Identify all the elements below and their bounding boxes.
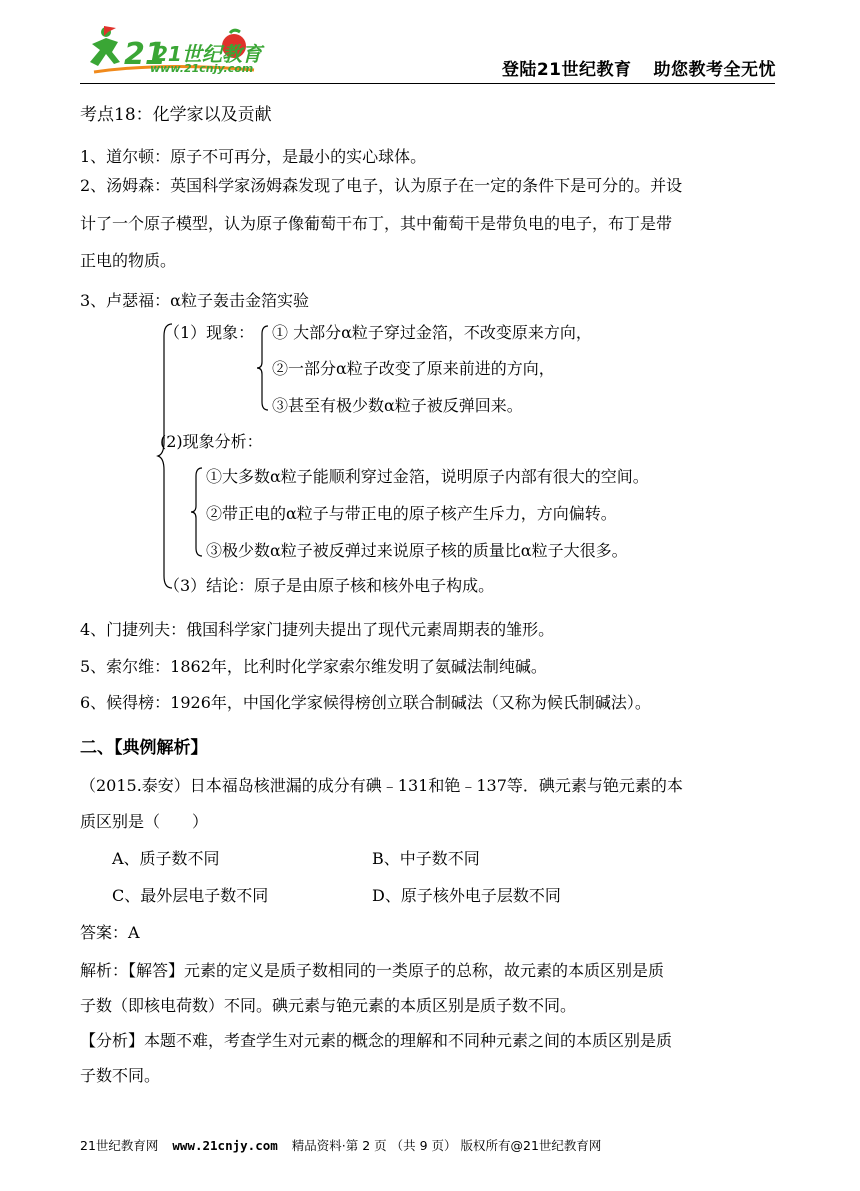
site-logo[interactable] xyxy=(84,22,284,84)
analysis-line2: 子数（即核电荷数）不同。碘元素与铯元素的本质区别是质子数不同。 xyxy=(80,996,577,1015)
phenomenon-2: ②一部分α粒子改变了原来前进的方向， xyxy=(272,359,555,378)
footer-url[interactable]: www.21cnjy.com xyxy=(172,1138,278,1153)
question-line1: （2015.泰安）日本福岛核泄漏的成分有碘﹣131和铯﹣137等．碘元素与铯元素的本 xyxy=(80,776,683,795)
logo-url: www.21cnjy.com xyxy=(150,62,254,75)
topic-title: 考点18：化学家以及贡献 xyxy=(80,105,272,125)
answer: 答案：A xyxy=(80,923,140,942)
question-line2: 质区别是（ ） xyxy=(80,812,209,831)
header-slogan xyxy=(502,55,776,80)
header-motto: 助您教考全无忧 xyxy=(653,60,776,80)
phenomenon-label: （1）现象： xyxy=(164,323,255,342)
item-solvay: 5、索尔维：1862年，比利时化学家索尔维发明了氨碱法制纯碱。 xyxy=(80,657,547,676)
logo-text: 21世纪教育 xyxy=(154,42,262,66)
footer-page-info: 精品资料·第 2 页 （共 9 页） 版权所有@21世纪教育网 xyxy=(291,1138,602,1153)
analysis-brace xyxy=(190,466,204,558)
conclusion: （3）结论：原子是由原子核和核外电子构成。 xyxy=(164,576,495,595)
item-hou: 6、候得榜：1926年，中国化学家候得榜创立联合制碱法（又称为候氏制碱法）。 xyxy=(80,693,651,712)
item-rutherford: 3、卢瑟福：α粒子轰击金箔实验 xyxy=(80,291,309,310)
analysis-3: ③极少数α粒子被反弹过来说原子核的质量比α粒子大很多。 xyxy=(206,541,628,560)
option-c: C、最外层电子数不同 xyxy=(112,886,269,905)
item-mendeleev: 4、门捷列夫：俄国科学家门捷列夫提出了现代元素周期表的雏形。 xyxy=(80,620,555,639)
page-footer xyxy=(80,1136,601,1154)
item-thomson-line2: 计了一个原子模型，认为原子像葡萄干布丁，其中葡萄干是带负电的电子，布丁是带 xyxy=(80,214,673,233)
analysis-1: ①大多数α粒子能顺利穿过金箔，说明原子内部有很大的空间。 xyxy=(206,467,649,486)
analysis-2: ②带正电的α粒子与带正电的原子核产生斥力，方向偏转。 xyxy=(206,504,617,523)
phenomenon-brace xyxy=(256,324,270,412)
header-site: 登陆21世纪教育 xyxy=(501,60,632,80)
item-dalton: 1、道尔顿：原子不可再分，是最小的实心球体。 xyxy=(80,147,427,166)
outer-brace xyxy=(156,322,176,590)
svg-text:21: 21 xyxy=(124,37,166,72)
header-divider xyxy=(80,83,775,84)
footer-site: 21世纪教育网 xyxy=(80,1138,159,1153)
analysis-line1: 解析：【解答】元素的定义是质子数相同的一类原子的总称，故元素的本质区别是质 xyxy=(80,961,665,980)
phenomenon-3: ③甚至有极少数α粒子被反弹回来。 xyxy=(272,396,523,415)
analysis-line4: 子数不同。 xyxy=(80,1066,161,1085)
option-d: D、原子核外电子层数不同 xyxy=(372,886,561,905)
item-thomson-line3: 正电的物质。 xyxy=(80,251,177,270)
analysis-label: (2)现象分析： xyxy=(160,432,263,451)
option-b: B、中子数不同 xyxy=(372,849,480,868)
analysis-line3: 【分析】本题不难，考查学生对元素的概念的理解和不同种元素之间的本质区别是质 xyxy=(80,1031,673,1050)
section-heading: 二、【典例解析】 xyxy=(80,738,208,758)
phenomenon-1: ① 大部分α粒子穿过金箔，不改变原来方向， xyxy=(272,323,592,342)
option-a: A、质子数不同 xyxy=(112,849,220,868)
item-thomson-line1: 2、汤姆森：英国科学家汤姆森发现了电子，认为原子在一定的条件下是可分的。并设 xyxy=(80,176,683,195)
